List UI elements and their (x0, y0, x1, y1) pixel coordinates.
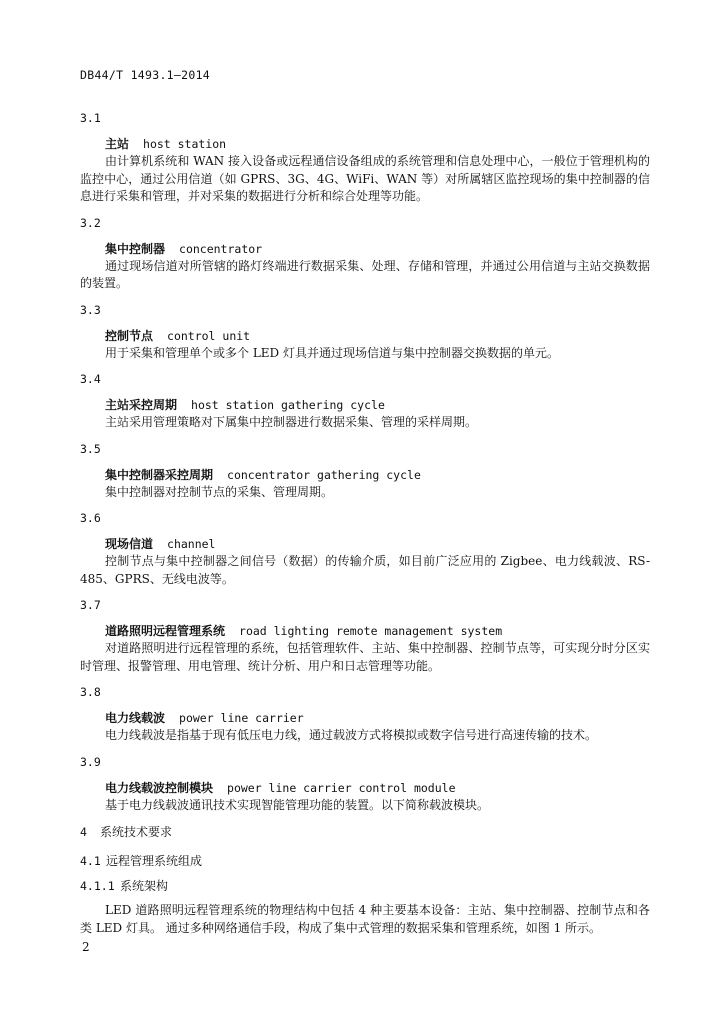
term-number: 3.8 (80, 685, 101, 699)
term-definition: 控制节点与集中控制器之间信号（数据）的传输介质，如目前广泛应用的 Zigbee、电力线载波、RS-485、GPRS、无线电波等。 (80, 554, 650, 586)
section-heading-4-1 (80, 853, 650, 870)
term-title-cn: 电力线载波控制模块 (105, 780, 214, 795)
section-body-text: LED 道路照明远程管理系统的物理结构中包括 4 种主要基本设备：主站、集中控制器、控制节点和各类 LED 灯具。 通过多种网络通信手段，构成了集中式管理的数据采集和管理系统，如图 1 所示。 (80, 903, 650, 935)
section-number: 4 (80, 825, 87, 839)
section-number: 4.1 (80, 854, 101, 868)
term-title (80, 710, 650, 727)
term-number: 3.7 (80, 598, 101, 612)
term-entry-3-4 (80, 372, 650, 432)
term-title (80, 536, 650, 553)
term-title-en: host station (143, 137, 227, 151)
term-definition: 主站采用管理策略对下属集中控制器进行数据采集、管理的采样周期。 (105, 415, 478, 429)
term-title-en: channel (167, 537, 216, 551)
document-id-header: DB44/T 1493.1—2014 (80, 68, 211, 82)
term-entry-3-7 (80, 598, 650, 675)
term-title-cn: 主站 (105, 137, 130, 151)
term-number: 3.2 (80, 215, 101, 230)
term-title-en: road lighting remote management system (239, 624, 503, 638)
term-number: 3.4 (80, 372, 101, 386)
term-entry-3-3 (80, 303, 650, 363)
page-content (80, 111, 650, 937)
term-title-cn: 现场信道 (105, 537, 154, 551)
term-number: 3.3 (80, 302, 101, 317)
term-title-cn: 集中控制器采控周期 (105, 467, 214, 482)
term-title-en: power line carrier control module (227, 780, 456, 795)
section-heading-4 (80, 824, 650, 841)
term-title (80, 397, 650, 414)
section-title: 远程管理系统组成 (106, 854, 203, 868)
term-title (80, 623, 650, 640)
term-title-en: power line carrier (179, 711, 304, 725)
term-entry-3-5 (80, 442, 650, 502)
section-title: 系统架构 (120, 879, 169, 893)
term-entry-3-8 (80, 685, 650, 745)
term-number: 3.1 (80, 111, 101, 125)
term-entry-3-2 (80, 216, 650, 293)
term-number: 3.6 (80, 511, 101, 525)
term-definition: 电力线载波是指基于现有低压电力线，通过载波方式将模拟或数字信号进行高速传输的技术。 (105, 728, 598, 742)
term-title-en: concentrator (179, 241, 263, 256)
section-title: 系统技术要求 (100, 825, 173, 839)
term-title (80, 328, 650, 345)
term-title (80, 241, 650, 258)
term-definition: 集中控制器对控制节点的采集、管理周期。 (105, 484, 334, 499)
section-heading-4-1-1 (80, 878, 650, 895)
term-definition: 通过现场信道对所管辖的路灯终端进行数据采集、处理、存储和管理，并通过公用信道与主站交换数据的装置。 (80, 258, 650, 290)
term-title-en: host station gathering cycle (191, 398, 385, 412)
term-definition: 基于电力线载波通讯技术实现智能管理功能的装置。以下简称载波模块。 (105, 797, 490, 812)
term-number: 3.9 (80, 754, 101, 769)
term-entry-3-1 (80, 111, 650, 206)
term-title (80, 780, 650, 797)
term-definition: 由计算机系统和 WAN 接入设备或远程通信设备组成的系统管理和信息处理中心，一般位于管理机构的监控中心，通过公用信道（如 GPRS、3G、4G、WiFi、WAN 等）对所属辖区监控现场的集中控制器的信息进行采集和管理，并对采集的数据进行分析和综合处理等功能。 (80, 154, 650, 203)
page-number: 2 (82, 940, 90, 954)
term-number: 3.5 (80, 441, 101, 456)
term-title (80, 467, 650, 484)
term-title-cn: 主站采控周期 (105, 398, 178, 412)
term-title-en: control unit (167, 328, 251, 343)
term-title-cn: 道路照明远程管理系统 (105, 624, 226, 638)
term-definition: 对道路照明进行远程管理的系统，包括管理软件、主站、集中控制器、控制节点等，可实现分时分区实时管理、报警管理、用电管理、统计分析、用户和日志管理等功能。 (80, 641, 650, 673)
term-title-cn: 电力线载波 (105, 711, 166, 725)
term-title (80, 136, 650, 153)
term-entry-3-6 (80, 511, 650, 588)
term-entry-3-9 (80, 755, 650, 815)
term-title-cn: 集中控制器 (105, 241, 166, 256)
term-title-cn: 控制节点 (105, 328, 154, 343)
term-definition: 用于采集和管理单个或多个 LED 灯具并通过现场信道与集中控制器交换数据的单元。 (105, 345, 559, 360)
section-number: 4.1.1 (80, 879, 115, 893)
term-title-en: concentrator gathering cycle (227, 467, 421, 482)
